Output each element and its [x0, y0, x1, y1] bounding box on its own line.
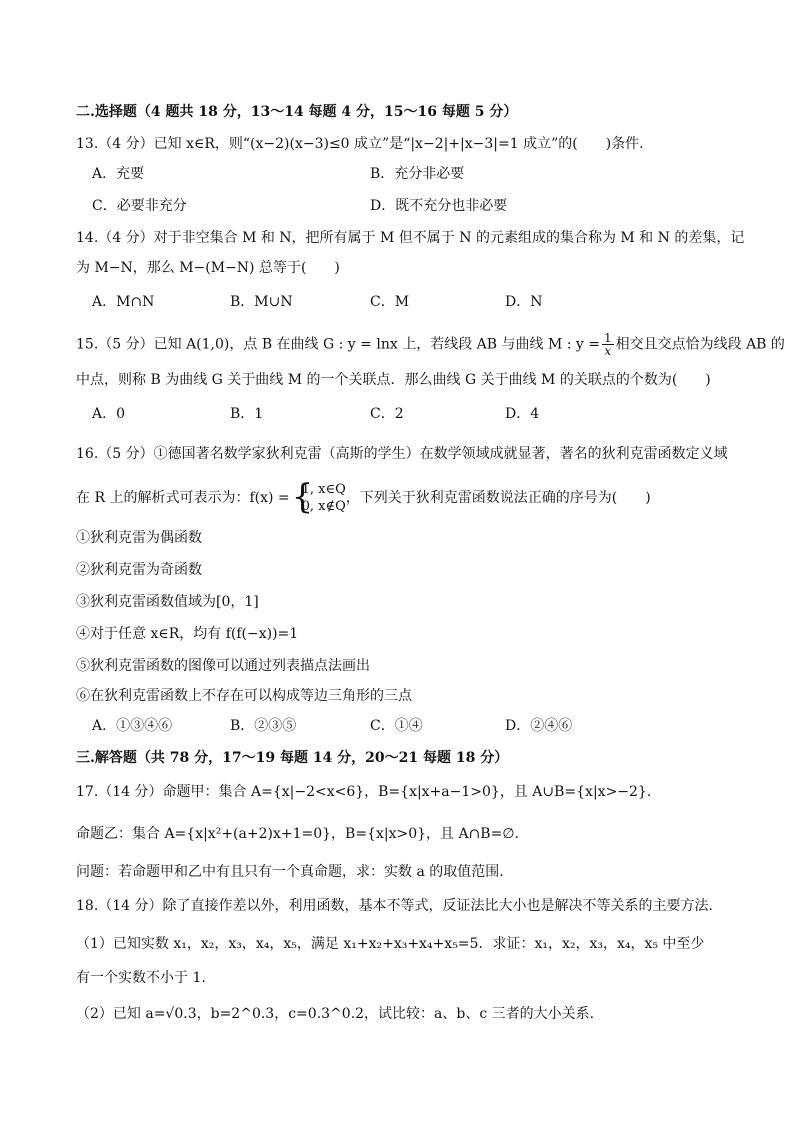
q18-line2: （1）已知实数 x₁，x₂，x₃，x₄，x₅，满足 x₁+x₂+x₃+x₄+x₅=5．求证：x₁，x₂，x₃，x₄，x₅ 中至少 [76, 936, 705, 952]
q14-option-d[interactable]: D．N [505, 294, 543, 310]
q16-stem-line1: 16.（5 分）①德国著名数学家狄利克雷（高斯的学生）在数学领域成就显著，著名的狄利克雷函数定义域 [76, 446, 728, 462]
section-3-title: 三.解答题（共 78 分，17～19 每题 14 分，20～21 每题 18 分） [76, 750, 509, 766]
q16-item-5: ⑤狄利克雷函数的图像可以通过列表描点法画出 [76, 658, 370, 674]
q16-stem-part-b: ，下列关于狄利克雷函数说法正确的序号为( ) [345, 490, 651, 506]
q16-option-d[interactable]: D．②④⑥ [505, 718, 573, 734]
q17-line3: 问题：若命题甲和乙中有且只有一个真命题，求：实数 a 的取值范围. [76, 864, 504, 880]
q16-option-c[interactable]: C．①④ [370, 718, 423, 734]
q14-option-a[interactable]: A．M∩N [92, 294, 155, 310]
q16-item-4: ④对于任意 x∈R，均有 f(f(−x))=1 [76, 626, 299, 642]
q16-item-2: ②狄利克雷为奇函数 [76, 562, 202, 578]
q15-option-b[interactable]: B．1 [230, 406, 264, 422]
q16-stem-part-a: 在 R 上的解析式可表示为：f(x) = [76, 490, 290, 506]
q14-option-c[interactable]: C．M [370, 294, 410, 310]
q14-stem-line1: 14.（4 分）对于非空集合 M 和 N，把所有属于 M 但不属于 N 的元素组成的集合称为 M 和 N 的差集，记 [76, 230, 745, 246]
q16-item-3: ③狄利克雷函数值域为[0，1] [76, 594, 259, 610]
q13-option-c[interactable]: C．必要非充分 [92, 198, 187, 214]
q15-fraction-numerator: 1 [603, 331, 612, 345]
q16-option-a[interactable]: A．①③④⑥ [92, 718, 173, 734]
q15-option-c[interactable]: C．2 [370, 406, 404, 422]
q17-line2: 命题乙：集合 A={x|x²+(a+2)x+1=0}，B={x|x>0}，且 A∩B=∅． [76, 826, 529, 842]
q15-fraction-denominator: x [604, 344, 612, 358]
q16-item-6: ⑥在狄利克雷函数上不存在可以构成等边三角形的三点 [76, 688, 412, 704]
q13-option-b[interactable]: B．充分非必要 [370, 166, 465, 182]
q17-line1: 17.（14 分）命题甲：集合 A={x|−2<x<6}，B={x|x+a−1>0}，且 A∪B={x|x>−2}． [76, 784, 661, 800]
q18-line1: 18.（14 分）除了直接作差以外，利用函数，基本不等式，反证法比大小也是解决不等关系的主要方法. [76, 898, 713, 914]
q15-stem-part-a: 15.（5 分）已知 A(1,0)，点 B 在曲线 G : y = lnx 上，若线段 AB 与曲线 M : y = [76, 336, 600, 353]
q15-fraction [602, 332, 614, 357]
q18-line4: （2）已知 a=√0.3，b=2^0.3，c=0.3^0.2，试比较：a、b、c 三者的大小关系. [76, 1006, 595, 1022]
q16-case-1: 1, x∈Q [301, 482, 346, 497]
q13-stem: 13.（4 分）已知 x∈R，则“(x−2)(x−3)≤0 成立”是“|x−2|+|x−3|=1 成立”的( )条件. [76, 136, 644, 152]
q15-option-a[interactable]: A．0 [92, 406, 126, 422]
q14-option-b[interactable]: B．M∪N [230, 294, 293, 310]
q16-item-1: ①狄利克雷为偶函数 [76, 530, 202, 546]
q15-stem-line2: 中点，则称 B 为曲线 G 关于曲线 M 的一个关联点．那么曲线 G 关于曲线 M 的关联点的个数为( ) [76, 372, 711, 388]
q16-stem-line2 [76, 478, 651, 518]
q16-case-2: 0, x∉Q [301, 499, 346, 514]
q15-option-d[interactable]: D．4 [505, 406, 540, 422]
left-brace-icon: { [291, 477, 314, 517]
q14-stem-line2: 为 M−N，那么 M−(M−N) 总等于( ) [76, 260, 340, 276]
q13-option-a[interactable]: A．充要 [92, 166, 145, 182]
q15-stem-line1 [76, 332, 785, 357]
q18-line3: 有一个实数不小于 1. [76, 970, 206, 986]
q13-option-d[interactable]: D．既不充分也非必要 [370, 198, 508, 214]
q15-stem-part-b: 相交且交点恰为线段 AB 的 [615, 336, 785, 353]
section-2-title: 二.选择题（4 题共 18 分，13～14 每题 4 分，15～16 每题 5 分） [76, 104, 518, 120]
q16-option-b[interactable]: B．②③⑤ [230, 718, 297, 734]
q16-piecewise [291, 477, 346, 517]
